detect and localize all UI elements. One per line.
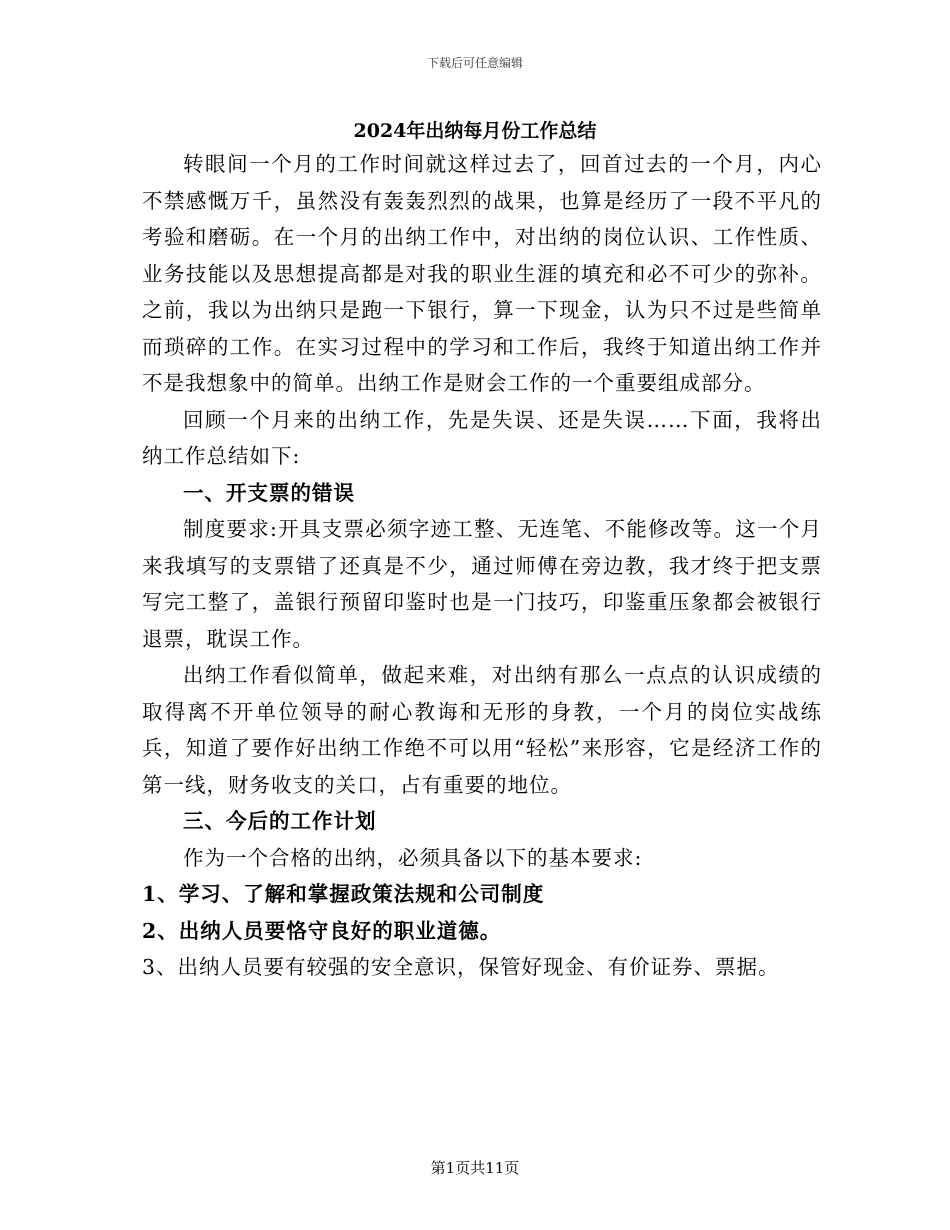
document-body (142, 146, 822, 986)
document-title: 2024年出纳每月份工作总结 (353, 120, 597, 142)
body-paragraph-intro: 转眼间一个月的工作时间就这样过去了，回首过去的一个月，内心不禁感慨万千，虽然没有轰轰烈烈的战果，也算是经历了一段不平凡的考验和磨砺。在一个月的出纳工作中，对出纳的岗位认识、工作性质、业务技能以及思想提高都是对我的职业生涯的填充和必不可少的弥补。之前，我以为出纳只是跑一下银行，算一下现金，认为只不过是些简单而琐碎的工作。在实习过程中的学习和工作后，我终于知道出纳工作并不是我想象中的简单。出纳工作是财会工作的一个重要组成部分。 (142, 152, 822, 395)
body-paragraph-requirements: 作为一个合格的出纳，必须具备以下的基本要求: (183, 845, 643, 870)
list-item-ethics: 2、出纳人员要恪守良好的职业道德。 (142, 918, 502, 943)
body-paragraph-cheque-rules: 制度要求:开具支票必须字迹工整、无连笔、不能修改等。这一个月来我填写的支票错了还真是不少，通过师傅在旁边教，我才终于把支票写完工整了，盖银行预留印鉴时也是一门技巧，印鉴重压象都会被银行退票，耽误工作。 (142, 517, 822, 651)
list-item-security: 3、出纳人员要有较强的安全意识，保管好现金、有价证券、票据。 (142, 955, 780, 979)
section-heading-cheque-errors: 一、开支票的错误 (183, 480, 355, 505)
list-item-policy: 1、学习、了解和掌握政策法规和公司制度 (142, 882, 545, 906)
section-heading-future-plan: 三、今后的工作计划 (183, 809, 377, 833)
body-paragraph-review: 回顾一个月来的出纳工作，先是失误、还是失误……下面，我将出纳工作总结如下: (142, 407, 822, 468)
page-number-indicator: 第1页共11页 (430, 1159, 520, 1177)
body-paragraph-reflection: 出纳工作看似简单，做起来难，对出纳有那么一点点的认识成绩的取得离不开单位领导的耐心教诲和无形的身教，一个月的岗位实战练兵，知道了要作好出纳工作绝不可以用“轻松”来形容，它是经济工作的第一线，财务收支的关口，占有重要的地位。 (142, 663, 822, 797)
page-header-note: 下载后可任意编辑 (426, 56, 523, 70)
